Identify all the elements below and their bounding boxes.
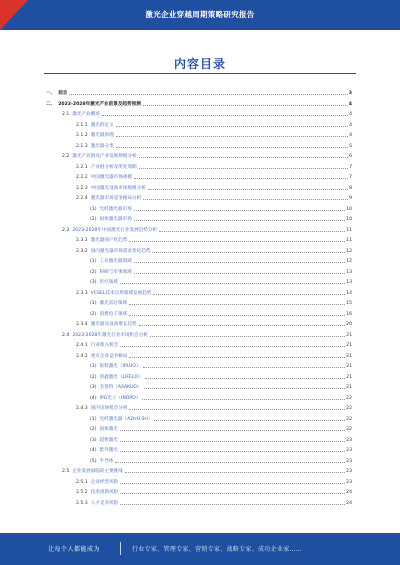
toc-leader-dots (120, 441, 345, 442)
toc-entry[interactable] (90, 254, 352, 264)
toc-entry[interactable] (90, 307, 352, 317)
toc-entry[interactable] (76, 496, 352, 506)
toc-entry[interactable] (90, 370, 352, 380)
toc-leader-dots (120, 346, 345, 347)
toc-entry-title: 医疗领域 (99, 280, 118, 285)
toc-entry-page: 22 (346, 427, 352, 432)
toc-entry-page: 24 (346, 500, 352, 506)
toc-entry[interactable] (76, 475, 352, 485)
toc-leader-dots (102, 115, 348, 116)
toc-entry-number: 2.4 (62, 332, 70, 338)
toc-entry-page: 21 (346, 385, 352, 390)
toc-entry-title: 激光器分类 (90, 143, 114, 149)
toc-entry[interactable] (76, 286, 352, 296)
toc-entry-title: 创鑫激光（LIFELO） (99, 374, 143, 380)
toc-leader-dots (120, 430, 345, 431)
toc-entry-page: 16 (346, 311, 352, 317)
toc-entry-title: VCSEL技术应用领域发展趋势 (90, 290, 152, 296)
toc-entry-page: 10 (346, 206, 352, 212)
toc-entry-title: 超快激光 (99, 437, 118, 443)
toc-entry[interactable] (76, 317, 352, 327)
toc-entry-number: 2.2.4 (76, 196, 88, 201)
toc-leader-dots (129, 409, 345, 410)
toc-entry-number: 2.4.3 (76, 406, 88, 411)
toc-entry-page: 10 (346, 217, 352, 222)
toc-entry-page: 21 (346, 364, 352, 369)
toc-leader-dots (116, 136, 348, 137)
toc-leader-dots (154, 420, 345, 421)
toc-leader-dots (134, 262, 345, 263)
toc-entry-number: 2.5.1 (76, 479, 88, 485)
toc-entry[interactable] (90, 296, 352, 306)
footer-divider (120, 542, 121, 555)
toc-leader-dots (144, 388, 346, 389)
toc-entry[interactable] (62, 223, 352, 233)
toc-entry[interactable] (76, 401, 352, 411)
toc-entry-title: 激光的定义 (90, 122, 114, 128)
toc-entry-page: 22 (346, 406, 352, 411)
toc-leader-dots (145, 378, 346, 379)
toc-entry-page: 21 (346, 374, 352, 380)
toc-entry-title: 激光产业概述 (72, 112, 100, 117)
page-footer (0, 533, 400, 565)
toc-entry-page: 21 (346, 353, 352, 359)
toc-entry-page: 13 (346, 280, 352, 285)
toc-entry-number: (3) (90, 280, 97, 285)
toc-entry-number: 2.5.2 (76, 490, 88, 495)
toc-entry-number: 2.4.1 (76, 343, 88, 348)
toc-entry-page: 22 (346, 395, 352, 401)
toc-leader-dots (139, 325, 345, 326)
toc-entry-title: 产业链分析及所处周期 (90, 164, 137, 170)
toc-entry-title: IPG光子（INOPO） (99, 395, 141, 401)
toc-leader-dots (148, 189, 348, 190)
toc-entry-number: (2) (90, 374, 97, 380)
toc-entry-page: 23 (346, 448, 352, 453)
toc-entry-number: (1) (90, 416, 97, 422)
toc-entry[interactable] (76, 128, 352, 138)
toc-entry-number: 2.5 (62, 469, 70, 474)
toc-entry-number: 2.3.1 (76, 238, 88, 243)
toc-entry-title: 消费电子领域 (99, 311, 128, 317)
toc-entry[interactable] (90, 391, 352, 401)
toc-entry-page: 12 (346, 259, 352, 264)
toc-entry-page: 6 (349, 154, 352, 159)
toc-entry[interactable] (90, 212, 352, 222)
toc-entry-page: 20 (346, 322, 352, 327)
toc-entry-number: (1) (90, 364, 97, 369)
toc-leader-dots (159, 231, 345, 232)
toc-entry-page: 4 (349, 122, 352, 128)
toc-entry-title: 光纤激光器市场 (99, 206, 132, 212)
toc-leader-dots (134, 178, 348, 179)
toc-entry[interactable] (76, 191, 352, 201)
toc-entry-number: (5) (90, 458, 97, 464)
toc-leader-dots (134, 273, 345, 274)
toc-entry-page: 12 (346, 248, 352, 254)
toc-entry-title: 激光器及设备增长趋势 (90, 322, 137, 327)
toc-entry-number: 2.1.3 (76, 143, 88, 149)
toc-entry[interactable] (46, 86, 352, 96)
toc-entry-title: 重点企业竞争格局 (90, 353, 128, 359)
toc-entry-page: 23 (346, 437, 352, 443)
toc-entry[interactable] (90, 202, 352, 212)
toc-entry-page: 23 (346, 469, 352, 474)
toc-entry-title: 光纤激光器（A2HO.SH） (99, 416, 153, 422)
page-title: 内容目录 (173, 57, 226, 71)
toc-entry-title: 工业激光器领域 (99, 259, 132, 264)
toc-leader-dots (129, 241, 345, 242)
footer-slogan-left: 让每个人都能成为 (48, 546, 101, 553)
toc-entry-title: 激光产业链及产业发展规模分析 (72, 154, 137, 159)
toc-entry-number: 二、 (46, 101, 56, 107)
toc-leader-dots (143, 105, 348, 106)
toc-entry-title: 激光雷达领域 (99, 301, 128, 306)
toc-entry-number: (1) (90, 301, 97, 306)
toc-entry-title: 固体激光器市场 (99, 217, 132, 222)
toc-entry-title: 2023-2028年激光产业前景及趋势预测 (58, 101, 141, 107)
toc-entry[interactable] (76, 181, 352, 191)
toc-entry-number: 2.3.3 (76, 290, 88, 296)
toc-leader-dots (134, 210, 345, 211)
toc-entry-title: 中国激光器市场规模 (90, 175, 133, 180)
toc-entry-number: 2.2 (62, 154, 70, 159)
toc-entry[interactable] (90, 412, 352, 422)
toc-entry-title: 国内市场机会分析 (90, 406, 128, 411)
toc-entry-number: (4) (90, 448, 97, 453)
toc-leader-dots (116, 126, 348, 127)
toc-entry[interactable] (76, 139, 352, 149)
toc-entry-page: 21 (346, 343, 352, 348)
toc-entry-page: 15 (346, 301, 352, 306)
toc-entry[interactable] (76, 244, 352, 254)
toc-entry-number: 2.5.3 (76, 500, 88, 506)
toc-entry-number: 2.2.1 (76, 164, 88, 170)
toc-entry-page: 4 (348, 101, 352, 107)
toc-entry-title: 技术创新风险 (90, 490, 119, 495)
toc-entry[interactable] (76, 338, 352, 348)
toc-entry-number: 2.3.2 (76, 248, 88, 254)
toc-leader-dots (143, 199, 348, 200)
toc-entry-title: 企业发展面临的主要挑战 (72, 469, 123, 474)
footer-slogan-right: 行业专家、管理专家、营销专家、战略专家、成功企业家…… (132, 546, 303, 553)
toc-entry-number: 2.3.4 (76, 322, 88, 327)
toc-leader-dots (120, 483, 345, 484)
toc-entry-number: (2) (90, 217, 97, 222)
toc-entry-number: 2.1 (62, 112, 70, 117)
toc-entry-page: 23 (346, 479, 352, 485)
toc-entry-number: 2.3 (62, 227, 70, 233)
toc-entry[interactable] (76, 160, 352, 170)
toc-entry-page: 7 (349, 175, 352, 180)
toc-entry-number: (2) (90, 311, 97, 317)
toc-entry-page: 9 (349, 196, 352, 201)
toc-entry-title: 企业经营风险 (90, 479, 119, 485)
toc-leader-dots (139, 157, 348, 158)
toc-leader-dots (125, 472, 345, 473)
toc-entry[interactable] (90, 359, 352, 369)
toc-entry-page: 23 (346, 458, 352, 464)
toc-entry-number: (1) (90, 206, 97, 212)
toc-entry-title: 紫外激光 (99, 448, 118, 453)
toc-entry-title: 锐科激光（IPLUO） (99, 364, 141, 369)
toc-entry-title: 国内激光器市场需求变化趋势 (90, 248, 151, 254)
toc-entry-number: (2) (90, 269, 97, 275)
toc-entry[interactable] (90, 422, 352, 432)
toc-entry-title: 激光器国产化趋势 (90, 238, 128, 243)
toc-entry-page: 13 (346, 269, 352, 275)
toc-entry-title: 杰普特（ASAKUO） (99, 385, 142, 390)
toc-entry-title: 2023-2028年激光行业市场机会分析 (72, 332, 148, 338)
toc-entry-page: 4 (349, 133, 352, 138)
toc-entry-number: 2.4.2 (76, 353, 88, 359)
toc-entry-page: 24 (346, 490, 352, 495)
toc-entry-page: 4 (349, 112, 352, 117)
toc-entry-title: 行业准入机会 (90, 343, 119, 348)
toc-entry-number: 2.1.1 (76, 122, 88, 128)
toc-entry[interactable] (46, 97, 352, 107)
toc-entry-page: 11 (346, 238, 352, 243)
toc-entry-title: 中国激光设备市场规模分析 (90, 185, 146, 191)
toc-leader-dots (129, 357, 345, 358)
toc-entry[interactable] (90, 443, 352, 453)
toc-entry[interactable] (90, 275, 352, 285)
toc-entry-title: 激光器原理 (90, 133, 114, 138)
toc-entry-page: 3 (348, 91, 352, 96)
toc-leader-dots (129, 315, 345, 316)
toc-entry-title: 前言 (58, 91, 68, 96)
report-title: 激光企业穿越周期策略研究报告 (145, 10, 255, 19)
toc-leader-dots (143, 367, 346, 368)
toc-entry-number: 2.2.3 (76, 185, 88, 191)
toc-entry-title: 人才竞争风险 (90, 500, 119, 506)
toc-leader-dots (152, 252, 345, 253)
toc-entry-page: 14 (346, 290, 352, 296)
toc-entry-number: 2.1.2 (76, 133, 88, 138)
toc-entry-title: 半导体 (99, 458, 114, 464)
toc-leader-dots (129, 304, 345, 305)
toc-leader-dots (120, 451, 345, 452)
toc-entry[interactable] (76, 485, 352, 495)
toc-entry[interactable] (90, 380, 352, 390)
toc-entry-title: 激光器市场竞争格局分析 (90, 196, 142, 201)
toc-entry-title: 固体激光 (99, 427, 118, 432)
toc-entry[interactable] (62, 328, 352, 338)
toc-leader-dots (116, 147, 348, 148)
toc-entry-title: 科研与军事领域 (99, 269, 132, 275)
toc-leader-dots (142, 399, 345, 400)
toc-leader-dots (120, 283, 345, 284)
toc-leader-dots (139, 168, 348, 169)
toc-entry[interactable] (76, 170, 352, 180)
toc-entry-page: 21 (346, 332, 352, 338)
toc-entry-number: (1) (90, 259, 97, 264)
toc-entry-number: 一、 (46, 91, 56, 96)
toc-entry[interactable] (62, 107, 352, 117)
toc-entry-page: 22 (346, 416, 352, 422)
toc-entry[interactable] (90, 454, 352, 464)
toc-entry[interactable] (62, 149, 352, 159)
toc-entry-number: (4) (90, 395, 97, 401)
report-header (0, 0, 400, 30)
toc-entry[interactable] (76, 233, 352, 243)
toc-leader-dots (120, 493, 345, 494)
toc-leader-dots (153, 294, 345, 295)
toc-entry[interactable] (76, 349, 352, 359)
toc-entry-number: (3) (90, 385, 97, 390)
toc-leader-dots (69, 94, 347, 95)
toc-leader-dots (134, 220, 345, 221)
toc-leader-dots (115, 462, 345, 463)
toc-entry-number: (2) (90, 427, 97, 432)
toc-entry-page: 7 (349, 164, 352, 170)
toc-entry-page: 11 (346, 227, 352, 233)
toc-entry-title: 2023-2028年中国激光行业发展趋势分析 (72, 227, 158, 233)
toc-entry[interactable] (76, 118, 352, 128)
toc-entry-page: 5 (349, 143, 352, 149)
toc-entry-page: 8 (349, 185, 352, 191)
toc-entry[interactable] (62, 464, 352, 474)
toc-entry-number: 2.2.2 (76, 175, 88, 180)
toc-entry[interactable] (90, 433, 352, 443)
toc-entry[interactable] (90, 265, 352, 275)
toc-entry-number: (3) (90, 437, 97, 443)
toc-leader-dots (150, 336, 345, 337)
title-divider (44, 73, 356, 74)
toc-leader-dots (120, 504, 345, 505)
